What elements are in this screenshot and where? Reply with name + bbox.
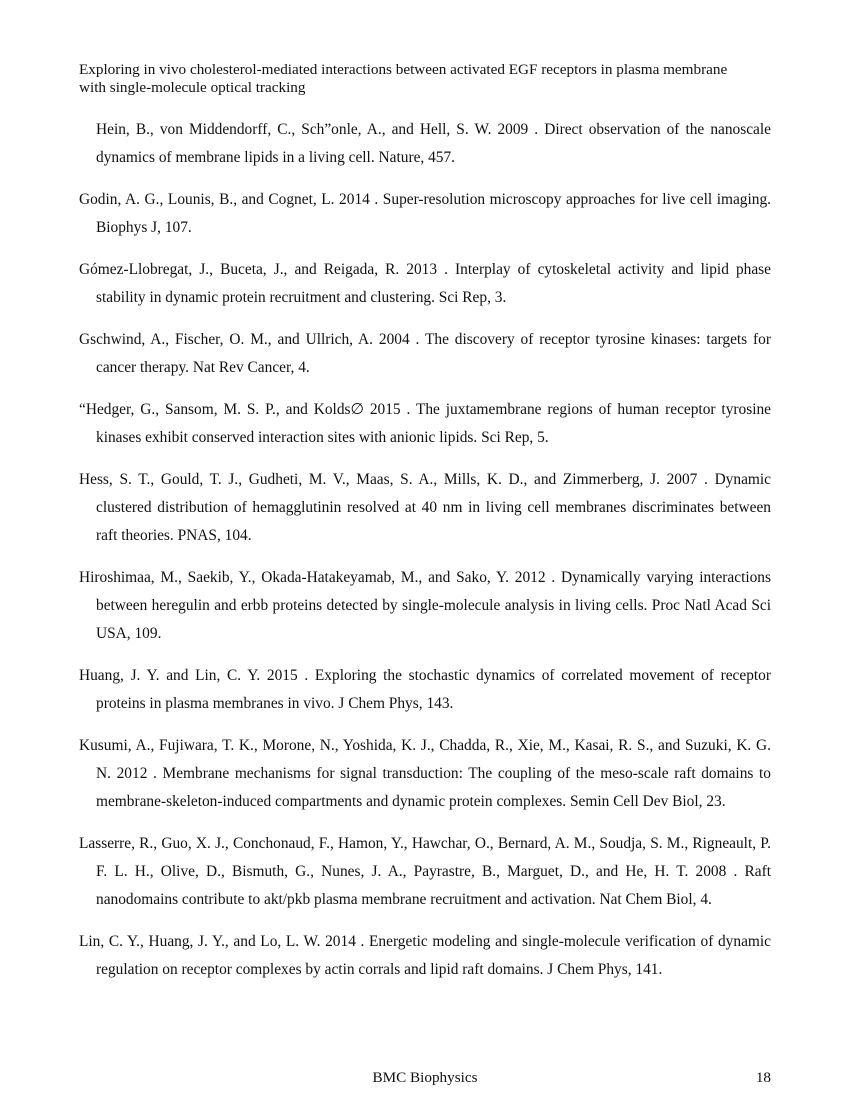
reference-item: Kusumi, A., Fujiwara, T. K., Morone, N., Yoshida, K. J., Chadda, R., Xie, M., Kasai, R. S., and Suzuki, K. G. N. 2012 . Membrane mechanisms for signal transduction: The coupling of the meso-scale raft domains to membrane-skeleton-induced compartments and dynamic protein complexes. Semin Cell Dev Biol, 23. — [79, 737, 771, 810]
running-title: Exploring in vivo cholesterol-mediated interactions between activated EGF receptors in plasma membrane with single-molecule optical tracking — [79, 61, 728, 96]
reference-item: Hiroshimaa, M., Saekib, Y., Okada-Hatakeyamab, M., and Sako, Y. 2012 . Dynamically varying interactions between heregulin and erbb proteins detected by single-molecule analysis in living cells. Proc Natl Acad Sci USA, 109. — [79, 569, 771, 642]
journal-name: BMC Biophysics — [372, 1069, 478, 1086]
reference-item: Lasserre, R., Guo, X. J., Conchonaud, F., Hamon, Y., Hawchar, O., Bernard, A. M., Soudja, S. M., Rigneault, P. F. L. H., Olive, D., Bismuth, G., Nunes, J. A., Payrastre, B., Marguet, D., and He, H. T. 2008 . Raft nanodomains contribute to akt/pkb plasma membrane recruitment and activation. Nat Chem Biol, 4. — [79, 835, 771, 908]
reference-item: Hein, B., von Middendorff, C., Sch”onle, A., and Hell, S. W. 2009 . Direct observation of the nanoscale dynamics of membrane lipids in a living cell. Nature, 457. — [96, 121, 771, 166]
reference-item: “Hedger, G., Sansom, M. S. P., and Kolds∅ 2015 . The juxtamembrane regions of human receptor tyrosine kinases exhibit conserved interaction sites with anionic lipids. Sci Rep, 5. — [79, 401, 771, 446]
reference-item: Lin, C. Y., Huang, J. Y., and Lo, L. W. 2014 . Energetic modeling and single-molecule verification of dynamic regulation on receptor complexes by actin corrals and lipid raft domains. J Chem Phys, 141. — [79, 933, 771, 978]
reference-item: Gschwind, A., Fischer, O. M., and Ullrich, A. 2004 . The discovery of receptor tyrosine kinases: targets for cancer therapy. Nat Rev Cancer, 4. — [79, 331, 771, 376]
reference-item: Godin, A. G., Lounis, B., and Cognet, L. 2014 . Super-resolution microscopy approaches for live cell imaging. Biophys J, 107. — [79, 191, 771, 236]
reference-item: Gómez-Llobregat, J., Buceta, J., and Reigada, R. 2013 . Interplay of cytoskeletal activity and lipid phase stability in dynamic protein recruitment and clustering. Sci Rep, 3. — [79, 261, 771, 306]
reference-item: Hess, S. T., Gould, T. J., Gudheti, M. V., Maas, S. A., Mills, K. D., and Zimmerberg, J. 2007 . Dynamic clustered distribution of hemagglutinin resolved at 40 nm in living cell membranes discriminates between raft theories. PNAS, 104. — [79, 471, 771, 544]
reference-list — [79, 116, 771, 998]
page-number: 18 — [755, 1069, 771, 1086]
reference-item: Huang, J. Y. and Lin, C. Y. 2015 . Exploring the stochastic dynamics of correlated movement of receptor proteins in plasma membranes in vivo. J Chem Phys, 143. — [79, 667, 771, 712]
